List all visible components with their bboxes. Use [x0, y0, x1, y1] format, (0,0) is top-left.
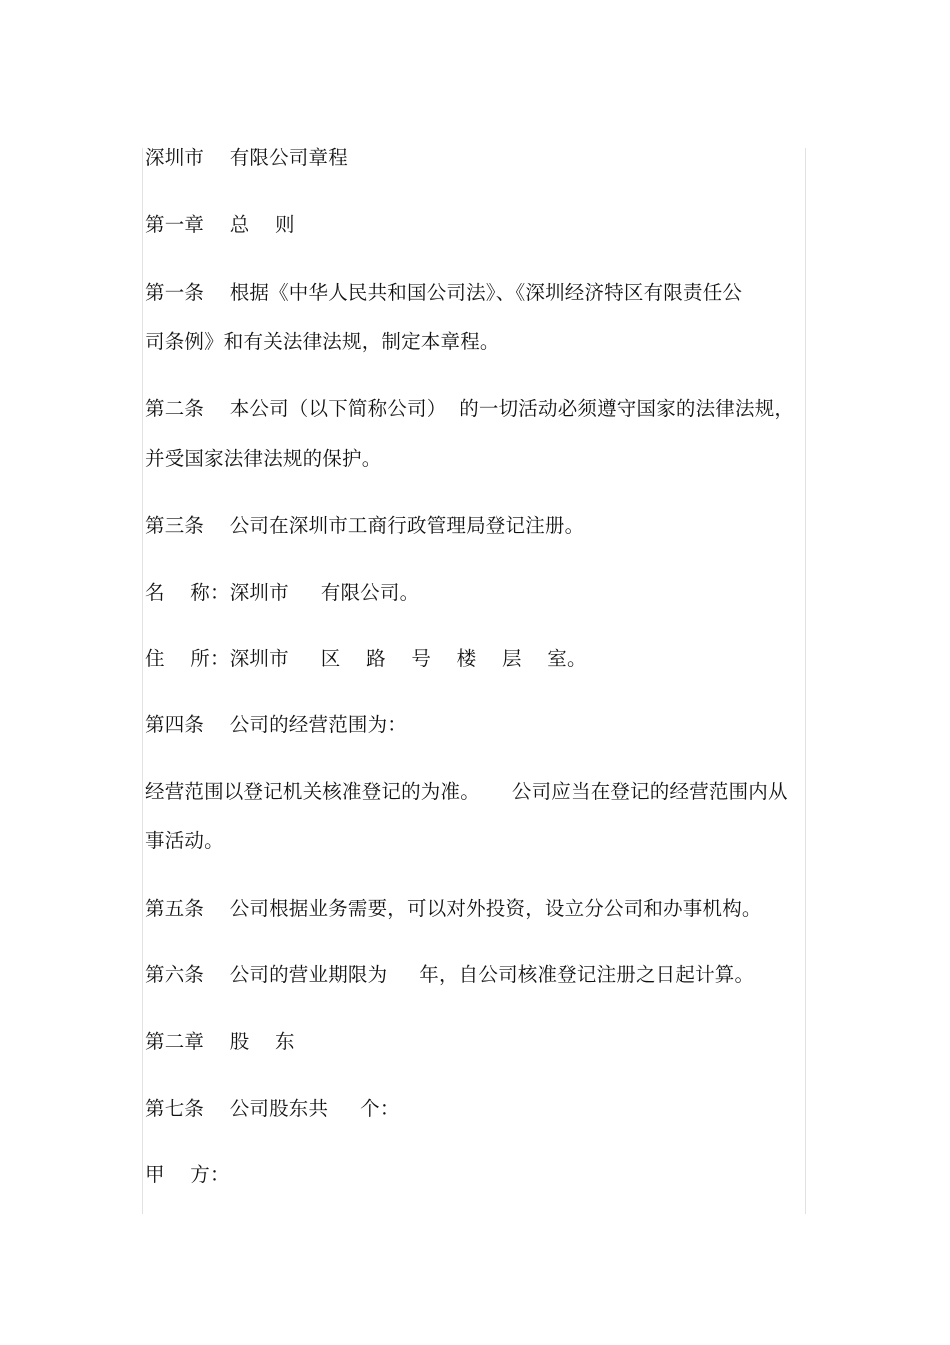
chapter-1-heading: 第一章 总 则	[145, 213, 295, 236]
article-6: 第六条 公司的营业期限为 年，自公司核准登记注册之日起计算。	[145, 963, 755, 986]
article-4: 第四条 公司的经营范围为：	[145, 713, 407, 736]
article-7: 第七条 公司股东共 个：	[145, 1097, 400, 1120]
page-right-border	[805, 148, 806, 1214]
article-5: 第五条 公司根据业务需要，可以对外投资，设立分公司和办事机构。	[145, 897, 762, 920]
article-2-line-2: 并受国家法律法规的保护。	[145, 447, 382, 470]
article-1-line-1: 第一条 根据《中华人民共和国公司法》、《深圳经济特区有限责任公	[145, 281, 743, 304]
company-name-line: 名 称：深圳市 有限公司。	[145, 581, 420, 604]
page-left-border	[142, 148, 143, 1214]
company-address-line: 住 所：深圳市 区 路 号 楼 层 室。	[145, 647, 587, 670]
party-a-line: 甲 方：	[145, 1163, 230, 1186]
chapter-2-heading: 第二章 股 东	[145, 1030, 295, 1053]
article-3: 第三条 公司在深圳市工商行政管理局登记注册。	[145, 514, 585, 537]
business-scope-line-2: 事活动。	[145, 829, 224, 852]
article-2-line-1: 第二条 本公司（以下简称公司） 的一切活动必须遵守国家的法律法规，	[145, 397, 795, 420]
article-1-line-2: 司条例》和有关法律法规，制定本章程。	[145, 330, 500, 353]
document-title: 深圳市 有限公司章程	[145, 146, 348, 169]
business-scope-line-1: 经营范围以登记机关核准登记的为准。 公司应当在登记的经营范围内从	[145, 780, 788, 803]
